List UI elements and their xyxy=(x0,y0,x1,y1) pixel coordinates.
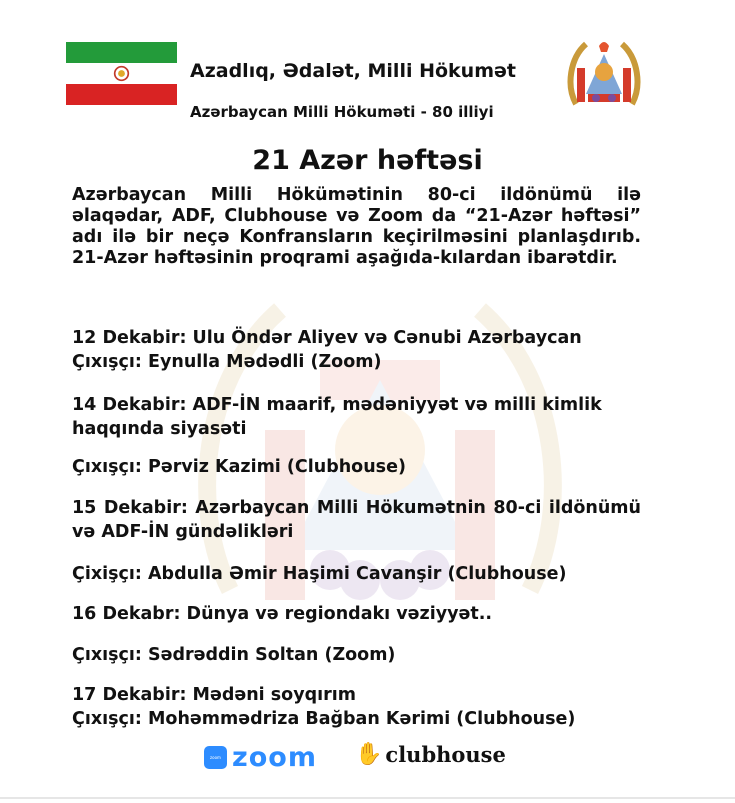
flag-emblem-icon xyxy=(113,65,130,82)
waving-hand-icon: ✋ xyxy=(355,742,383,767)
azerbaijan-flag xyxy=(66,42,177,105)
clubhouse-logo xyxy=(355,742,506,767)
schedule-speaker-14-dec: Çıxışçı: Pərviz Kazimi (Clubhouse) xyxy=(72,457,406,477)
header-subtitle: Azərbaycan Milli Hökuməti - 80 illiyi xyxy=(190,103,494,121)
schedule-topic: 12 Dekabir: Ulu Öndər Aliyev və Cənubi Azərbaycan xyxy=(72,328,582,348)
bottom-divider xyxy=(0,797,735,799)
schedule-speaker-15-dec: Çixişçı: Abdulla Əmir Haşimi Cavanşir (Clubhouse) xyxy=(72,564,567,584)
schedule-topic: 17 Dekabir: Mədəni soyqırım xyxy=(72,685,356,705)
header-title: Azadlıq, Ədalət, Milli Hökumət xyxy=(190,60,516,82)
schedule-item-17-dec xyxy=(72,683,641,731)
schedule-item-16-dec: 16 Dekabr: Dünya və regiondakı vəziyyət.. xyxy=(72,604,493,624)
zoom-app-icon xyxy=(204,746,227,769)
zoom-logo xyxy=(204,742,317,773)
flag-white-band xyxy=(66,63,177,84)
sponsor-logos xyxy=(0,740,735,772)
page-heading: 21 Azər həftəsi xyxy=(252,145,483,176)
schedule-item-15-dec: 15 Dekabir: Azərbaycan Milli Hökumətnin 80-ci ildönümü və ADF-İN gündəlikləri xyxy=(72,498,641,542)
national-emblem-icon xyxy=(566,38,642,110)
schedule-item-14-dec xyxy=(72,393,641,441)
schedule-topic-cont: haqqında siyasəti xyxy=(72,419,247,439)
schedule-speaker: Çıxışçı: Eynulla Mədədli (Zoom) xyxy=(72,352,382,372)
schedule-topic: 14 Dekabir: ADF-İN maarif, mədəniyyət və milli kimlik xyxy=(72,395,602,415)
intro-paragraph: Azərbaycan Milli Hökümətinin 80-ci ildönümü ilə əlaqədar, ADF, Clubhouse və Zoom da “21-Azər həftəsi” adı ilə bir neçə Konfransların keçirilməsini planlaşdırıb. 21-Azər həftəsinin proqrami aşağıda-kılardan ibarətdir. xyxy=(72,185,641,268)
schedule-speaker: Çıxışçı: Mohəmmədriza Bağban Kərimi (Clubhouse) xyxy=(72,709,576,729)
schedule-item-12-dec xyxy=(72,326,641,374)
schedule-speaker-16-dec: Çıxışçı: Sədrəddin Soltan (Zoom) xyxy=(72,645,396,665)
flag-green-band xyxy=(66,42,177,63)
flag-red-band xyxy=(66,84,177,105)
clubhouse-wordmark: clubhouse xyxy=(385,742,506,767)
zoom-wordmark: zoom xyxy=(232,742,317,773)
zoom-app-icon-text: zoom xyxy=(210,755,221,760)
